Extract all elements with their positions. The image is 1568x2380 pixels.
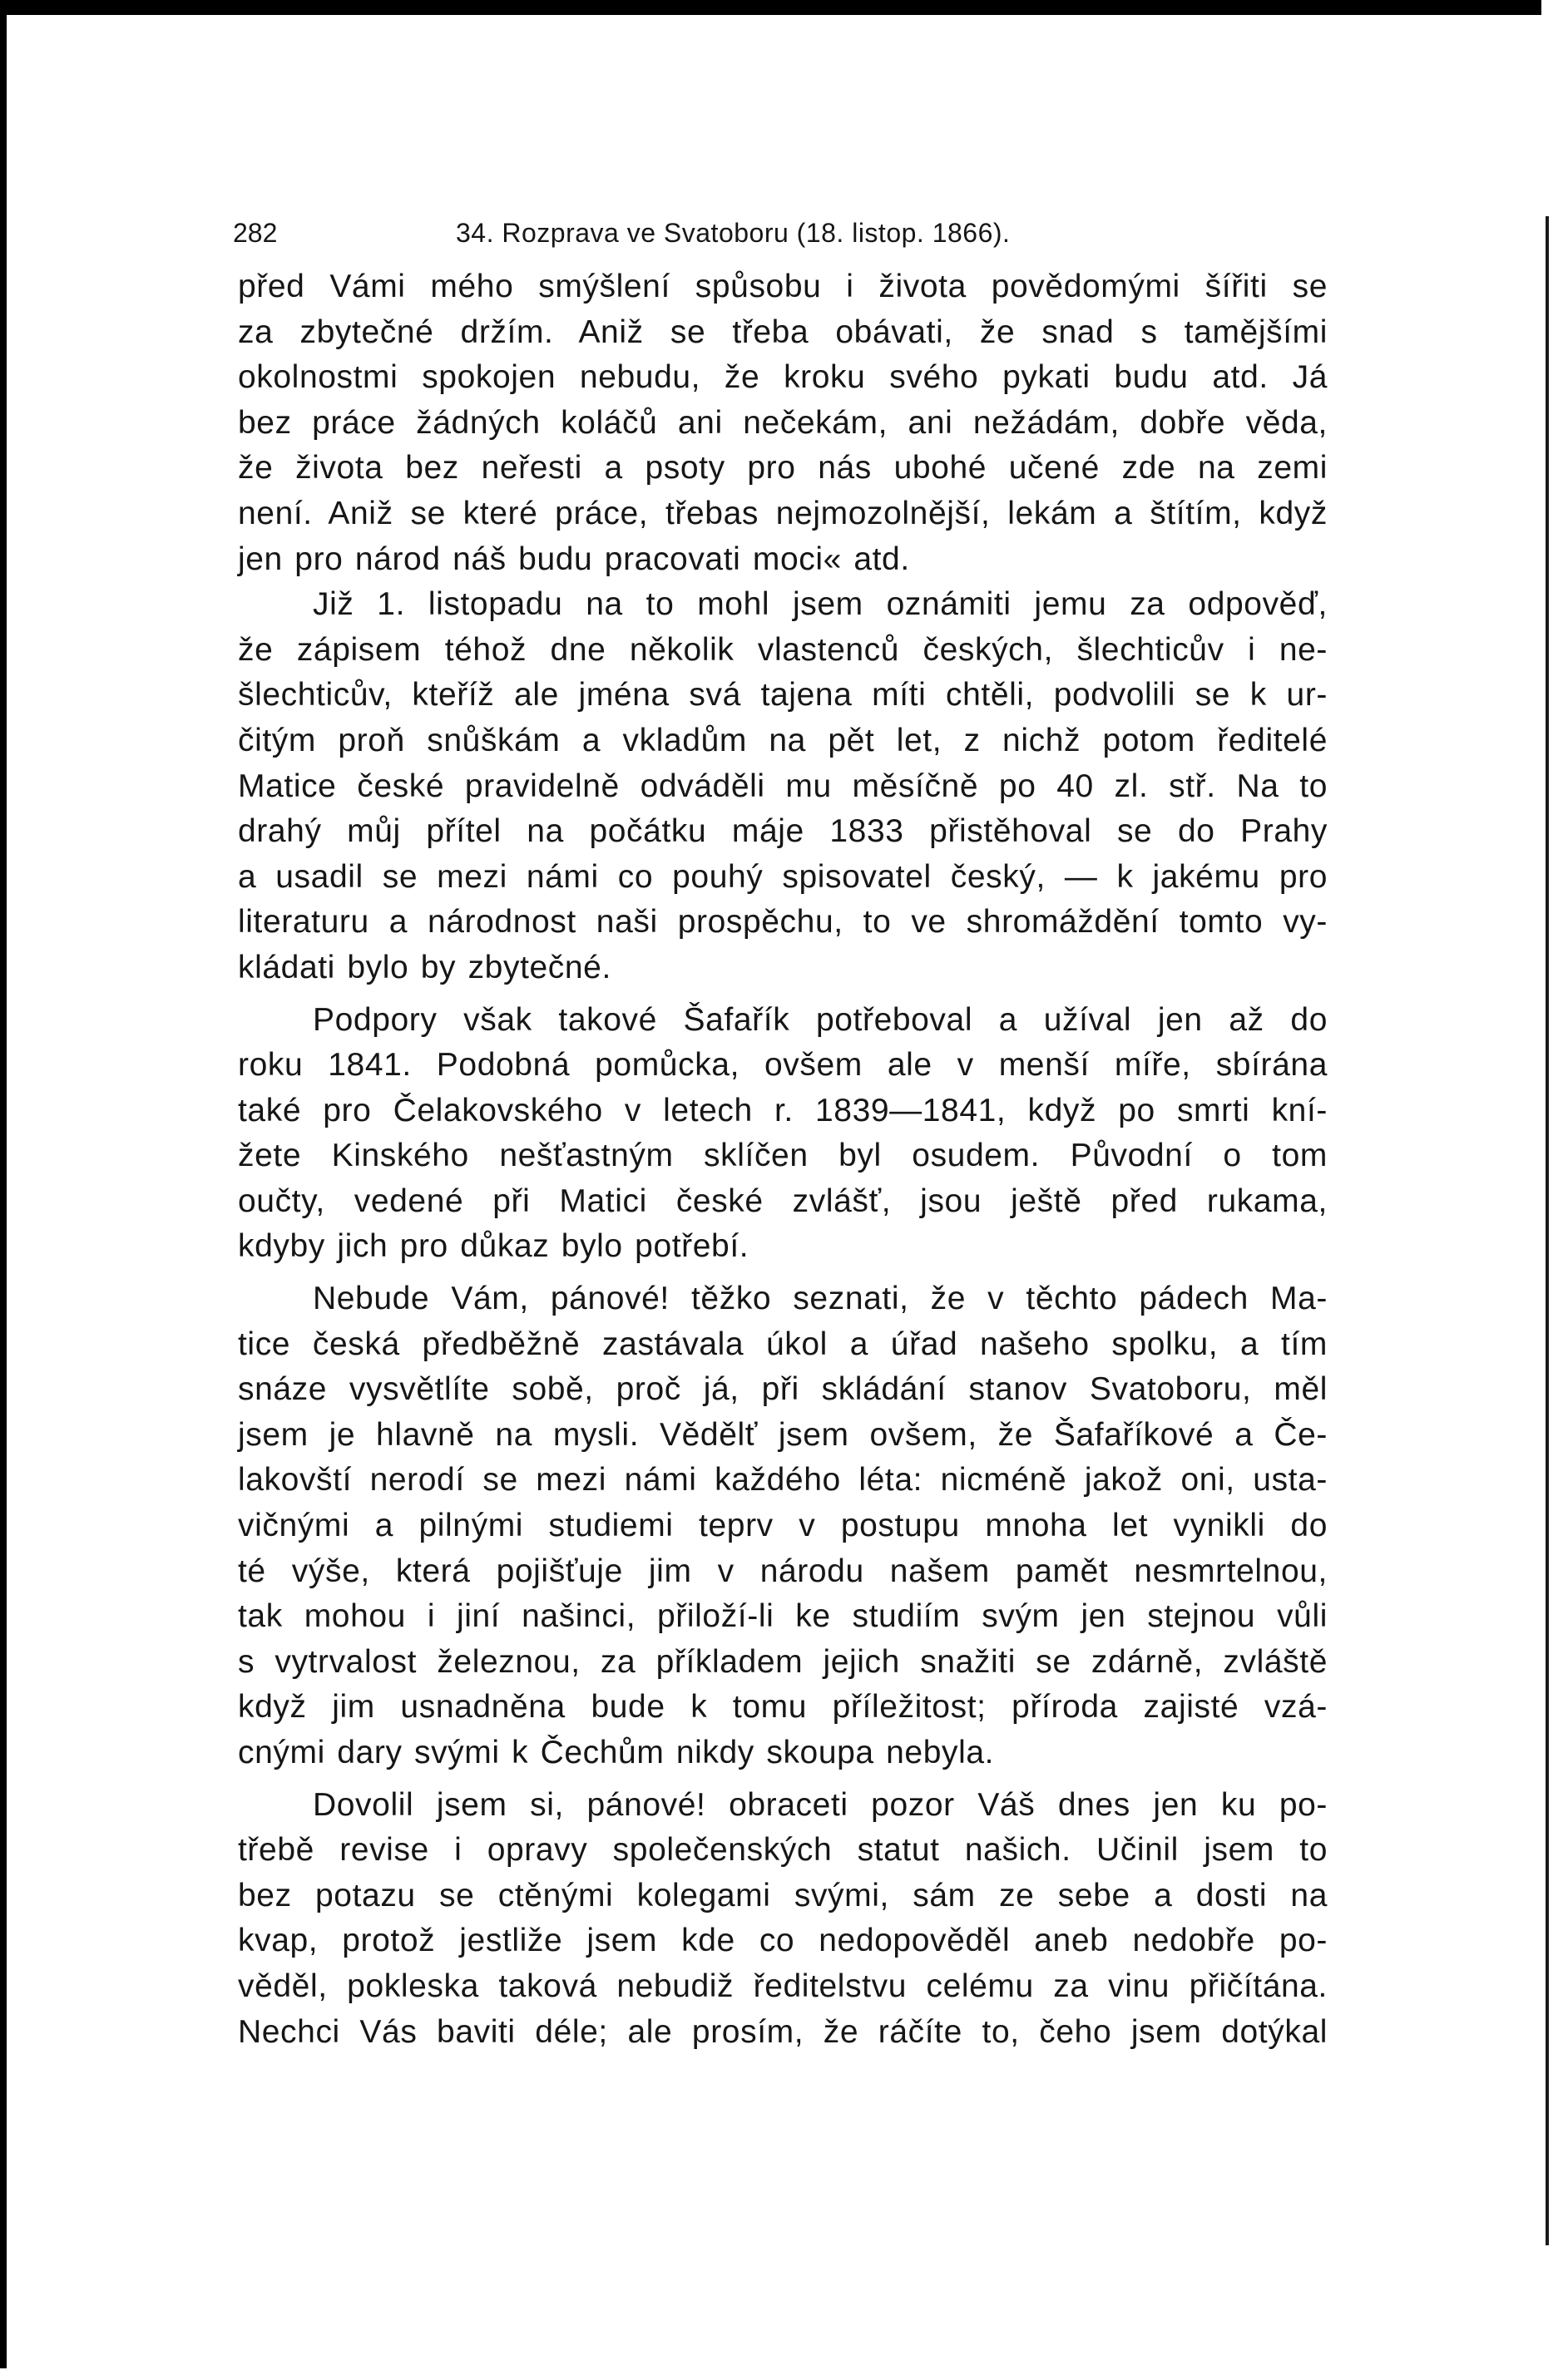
text-line: čitým proň snůškám a vkladům na pět let, z nichž potom ředitelé [238,722,1328,758]
text-line: není. Aniž se které práce, třebas nejmozolnější, lekám a štítím, když [238,495,1328,531]
text-line: třebě revise i opravy společenských statut našich. Učinil jsem to [238,1832,1328,1869]
running-title: 34. Rozprava ve Svatoboru (18. listop. 1866). [456,218,1011,248]
text-line: když jim usnadněna bude k tomu příležitost; příroda zajisté vzá- [238,1689,1328,1726]
text-line: okolnostmi spokojen nebudu, že kroku svého pykati budu atd. Já [238,359,1328,396]
text-line: Podpory však takové Šafařík potřeboval a užíval jen až do [313,1001,1328,1038]
text-line: Dovolil jsem si, pánové! obraceti pozor Váš dnes jen ku po- [313,1786,1328,1823]
text-line: cnými dary svými k Čechům nikdy skoupa nebyla. [238,1735,995,1770]
text-line: že života bez neřesti a psoty pro nás ubohé učené zde na zemi [238,450,1328,486]
text-line: že zápisem téhož dne několik vlastenců českých, šlechticův i ne- [238,631,1328,668]
text-line: literaturu a národnost naši prospěchu, to ve shromáždění tomto vy- [238,904,1328,941]
text-line: drahý můj přítel na počátku máje 1833 přistěhoval se do Prahy [238,813,1328,850]
text-line: tak mohou i jiní našinci, přiloží-li ke studiím svým jen stejnou vůli [238,1598,1328,1635]
text-line: jen pro národ náš budu pracovati moci« atd. [238,541,910,577]
text-line: jsem je hlavně na mysli. Vědělť jsem ovšem, že Šafaříkové a Če- [238,1416,1328,1453]
text-line: Nechci Vás baviti déle; ale prosím, že ráčíte to, čeho jsem dotýkal [238,2013,1328,2050]
text-line: za zbytečné držím. Aniž se třeba obávati, že snad s tamějšími [238,314,1328,350]
text-line: vičnými a pilnými studiemi teprv v postupu mnoha let vynikli do [238,1508,1328,1544]
text-line: oučty, vedené při Matici české zvlášť, jsou ještě před rukama, [238,1183,1328,1219]
text-line: šlechticův, kteříž ale jména svá tajena míti chtěli, podvolili se k ur- [238,677,1328,714]
text-line: tice česká předběžně zastávala úkol a úřad našeho spolku, a tím [238,1326,1328,1362]
paragraph-4 [238,1276,1328,1776]
text-line: roku 1841. Podobná pomůcka, ovšem ale v menší míře, sbírána [238,1047,1328,1084]
text-line: věděl, pokleska taková nebudiž ředitelstvu celému za vinu přičítána. [238,1968,1328,2004]
binding-edge-line [1546,216,1549,2245]
text-line: snáze vysvětlíte sobě, proč já, při skládání stanov Svatoboru, měl [238,1371,1328,1408]
running-head [233,206,1328,264]
text-line: Matice české pravidelně odváděli mu měsíčně po 40 zl. stř. Na to [238,768,1328,804]
text-line: a usadil se mezi námi co pouhý spisovatel český, — k jakému pro [238,858,1328,895]
page-edge-bottom [0,2368,1568,2380]
text-line: žete Kinského nešťastným sklíčen byl osudem. Původní o tom [238,1138,1328,1174]
text-line: bez práce žádných koláčů ani nečekám, ani nežádám, dobře věda, [238,404,1328,441]
paragraph-1 [238,264,1328,582]
text-line: Nebude Vám, pánové! těžko seznati, že v těchto pádech Ma- [313,1281,1328,1317]
paragraph-3 [238,998,1328,1271]
paragraph-2 [238,582,1328,990]
text-line: Již 1. listopadu na to mohl jsem oznámiti jemu za odpověď, [313,586,1328,623]
text-line: kdyby jich pro důkaz bylo potřebí. [238,1228,749,1265]
paragraph-5 [238,1783,1328,2056]
text-line: bez potazu se ctěnými kolegami svými, sám ze sebe a dosti na [238,1877,1328,1913]
text-line: kládati bylo by zbytečné. [238,949,611,985]
text-line: lakovští nerodí se mezi námi každého léta: nicméně jakož oni, usta- [238,1462,1328,1499]
text-line: s vytrvalost železnou, za příkladem jejich snažiti se zdárně, zvláště [238,1643,1328,1680]
text-line: také pro Čelakovského v letech r. 1839—1841, když po smrti kní- [238,1092,1328,1128]
text-line: té výše, která pojišťuje jim v národu našem pamět nesmrtelnou, [238,1553,1328,1589]
page-number: 282 [233,218,278,248]
text-line: před Vámi mého smýšlení spůsobu i života povědomými šířiti se [238,269,1328,304]
text-block [233,206,1328,2055]
text-line: kvap, protož jestliže jsem kde co nedopověděl aneb nedobře po- [238,1923,1328,1959]
